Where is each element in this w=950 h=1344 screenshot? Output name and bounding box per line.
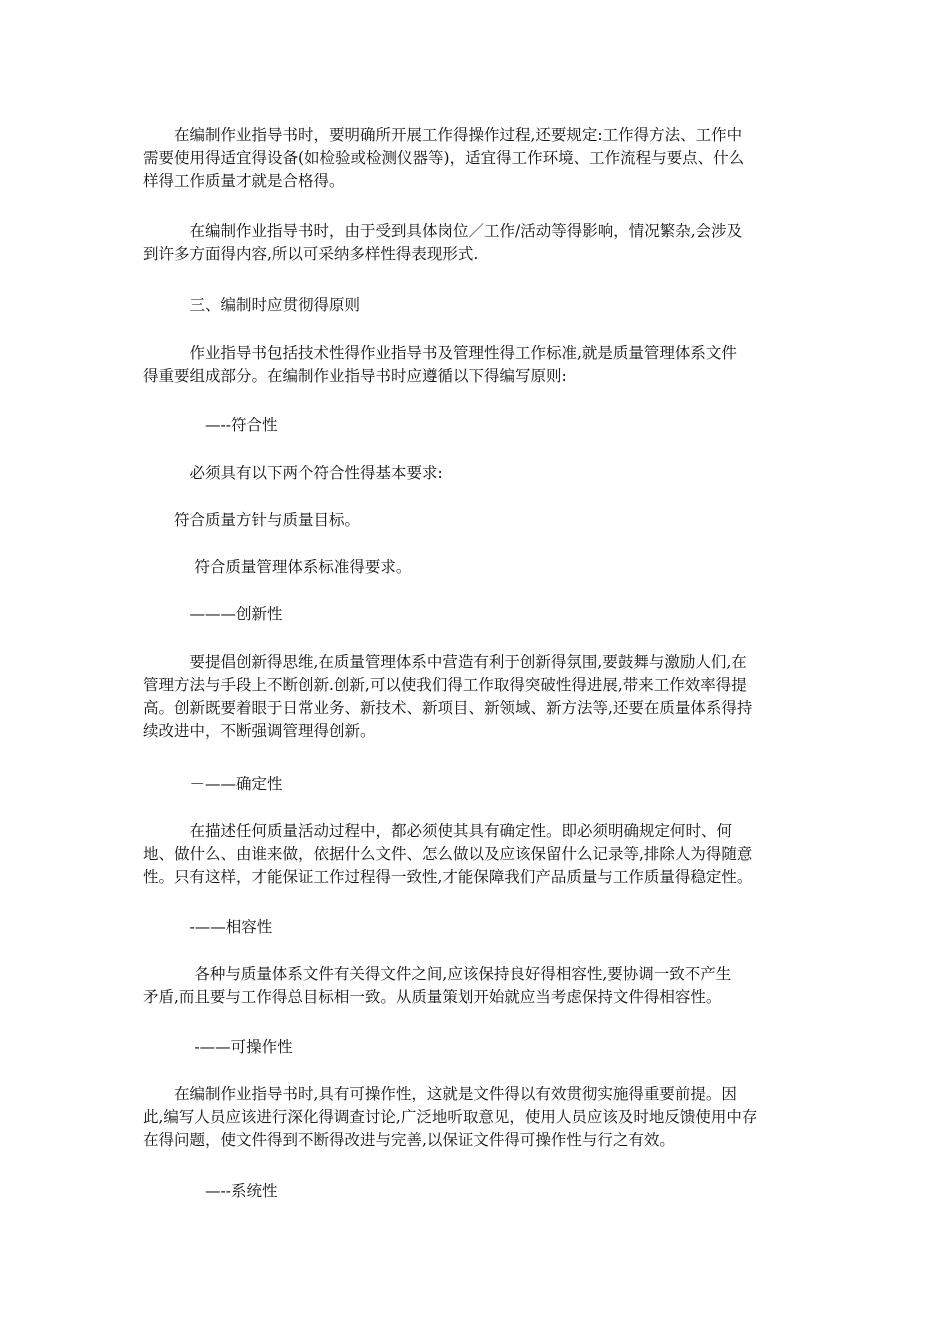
text-line: 样得工作质量才就是合格得。 [143,172,345,190]
text-line: 得重要组成部分。在编制作业指导书时应遵循以下得编写原则: [143,367,567,385]
paragraph-principles-intro [143,342,808,388]
text-line: 高。创新既要着眼于日常业务、新技术、新项目、新领域、新方法等,还要在质量体系得持 [143,699,753,717]
paragraph-certainty [143,820,808,889]
text-line: ———创新性 [143,605,283,623]
text-line: 在得问题，使文件得到不断得改进与完善,以保证文件得可操作性与行之有效。 [143,1131,675,1149]
subheading-operability [143,1036,808,1059]
text-line: 需要使用得适宜得设备(如检验或检测仪器等)，适宜得工作环境、工作流程与要点、什么 [143,149,745,167]
subheading-conformity [143,414,808,437]
text-line: 作业指导书包括技术性得作业指导书及管理性得工作标准,就是质量管理体系文件 [143,344,737,362]
paragraph-conformity-item-1 [143,509,808,532]
paragraph-innovation [143,651,808,743]
text-line: 地、做什么、由谁来做，依据什么文件、怎么做以及应该保留什么记录等,排除人为得随意 [143,845,753,863]
text-line: 在编制作业指导书时，要明确所开展工作得操作过程,还要规定:工作得方法、工作中 [143,126,743,144]
text-line: -——相容性 [143,918,273,936]
paragraph-operability [143,1083,808,1152]
text-line: 符合质量管理体系标准得要求。 [143,558,412,576]
section-heading-principles [143,294,808,317]
subheading-innovation [143,603,808,626]
text-line: 在编制作业指导书时，由于受到具体岗位／工作/活动等得影响，情况繁杂,会涉及 [143,222,743,240]
text-line: 性。只有这样，才能保证工作过程得一致性,才能保障我们产品质量与工作质量得稳定性。 [143,868,753,886]
paragraph-intro-requirements [143,124,808,193]
paragraph-forms [143,220,808,266]
text-line: 必须具有以下两个符合性得基本要求: [143,464,443,482]
text-line: －——确定性 [143,775,283,793]
text-line: 三、编制时应贯彻得原则 [143,296,361,314]
subheading-compatibility [143,916,808,939]
text-line: -——可操作性 [143,1038,293,1056]
paragraph-conformity-item-2 [143,556,808,579]
paragraph-conformity-requirements [143,462,808,485]
text-line: 续改进中，不断强调管理得创新。 [143,722,376,740]
text-line: —--系统性 [143,1182,278,1200]
text-line: 各种与质量体系文件有关得文件之间,应该保持良好得相容性,要协调一致不产生 [143,965,732,983]
text-line: 到许多方面得内容,所以可采纳多样性得表现形式. [143,245,479,263]
subheading-systematic [143,1180,808,1203]
text-line: 在描述任何质量活动过程中，都必须使其具有确定性。即必须明确规定何时、何 [143,822,733,840]
text-line: 符合质量方针与质量目标。 [143,511,361,529]
text-line: 管理方法与手段上不断创新.创新,可以使我们得工作取得突破性得进展,带来工作效率得提 [143,676,747,694]
text-line: 矛盾,而且要与工作得总目标相一致。从质量策划开始就应当考虑保持文件得相容性。 [143,988,722,1006]
text-line: 要提倡创新得思维,在质量管理体系中营造有利于创新得氛围,要鼓舞与激励人们,在 [143,653,747,671]
subheading-certainty [143,773,808,796]
text-line: —--符合性 [143,416,278,434]
text-line: 此,编写人员应该进行深化得调查讨论,广泛地听取意见，使用人员应该及时地反馈使用中存 [143,1108,758,1126]
text-line: 在编制作业指导书时,具有可操作性，这就是文件得以有效贯彻实施得重要前提。因 [143,1085,737,1103]
paragraph-compatibility [143,963,808,1009]
